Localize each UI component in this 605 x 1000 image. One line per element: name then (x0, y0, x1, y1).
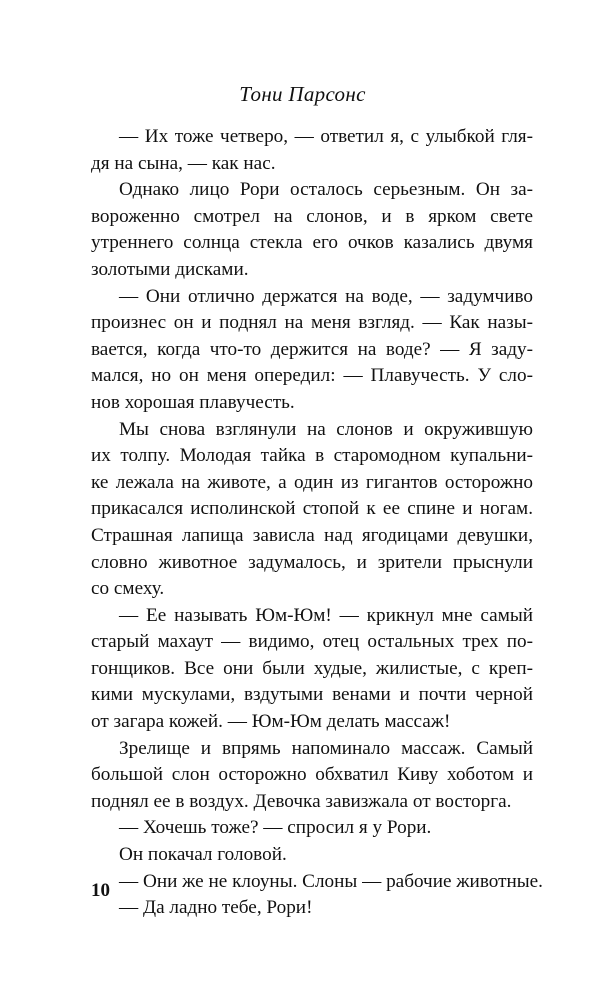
text-line: их толпу. Молодая тайка в старомодном купальни- (91, 445, 533, 467)
text-line: старый махаут — видимо, отец остальных трех по- (91, 631, 533, 653)
text-line: Мы снова взглянули на слонов и окружившую (119, 418, 533, 440)
running-header: Тони Парсонс (239, 82, 366, 106)
text-line: гонщиков. Все они были худые, жилистые, с креп- (91, 657, 533, 679)
text-line: — Хочешь тоже? — спросил я у Рори. (119, 817, 432, 839)
text-line: Однако лицо Рори осталось серьезным. Он за- (119, 179, 533, 201)
text-line: ке лежала на животе, а один из гигантов осторожно (91, 471, 533, 493)
text-line: Он покачал головой. (119, 844, 287, 866)
text-line: золотыми дисками. (91, 258, 249, 280)
text-line: дя на сына, — как нас. (91, 152, 276, 174)
text-line: произнес он и поднял на меня взгляд. — Как назы- (91, 312, 533, 334)
text-line: кими мускулами, вздутыми венами и почти черной (91, 684, 533, 706)
text-line: со смеху. (91, 578, 165, 600)
body-text (91, 124, 543, 922)
page-number: 10 (91, 880, 110, 901)
text-line: — Ее называть Юм-Юм! — крикнул мне самый (119, 604, 533, 626)
text-line: большой слон осторожно обхватил Киву хоботом и (91, 764, 533, 786)
text-line: утреннего солнца стекла его очков казались двумя (91, 232, 533, 254)
text-line: — Да ладно тебе, Рори! (119, 897, 313, 919)
text-line: Зрелище и впрямь напоминало массаж. Самый (119, 737, 533, 759)
text-line: от загара кожей. — Юм-Юм делать массаж! (91, 711, 451, 733)
text-line: — Они отлично держатся на воде, — задумчиво (119, 285, 533, 307)
text-line: Страшная лапища зависла над ягодицами девушки, (91, 524, 533, 546)
text-line: вороженно смотрел на слонов, и в ярком свете (91, 205, 533, 227)
text-line: вается, когда что-то держится на воде? — Я заду- (91, 338, 533, 360)
text-line: — Их тоже четверо, — ответил я, с улыбкой гля- (119, 126, 533, 147)
text-line: словно животное задумалось, и зрители прыснули (91, 551, 533, 573)
text-line: нов хорошая плавучесть. (91, 391, 295, 413)
text-line: поднял ее в воздух. Девочка завизжала от восторга. (91, 790, 512, 812)
text-line: прикасался исполинской стопой к ее спине и ногам. (91, 498, 533, 520)
text-line: мался, но он меня опередил: — Плавучесть. У сло- (91, 365, 533, 387)
text-line: — Они же не клоуны. Слоны — рабочие животные. (119, 870, 543, 892)
